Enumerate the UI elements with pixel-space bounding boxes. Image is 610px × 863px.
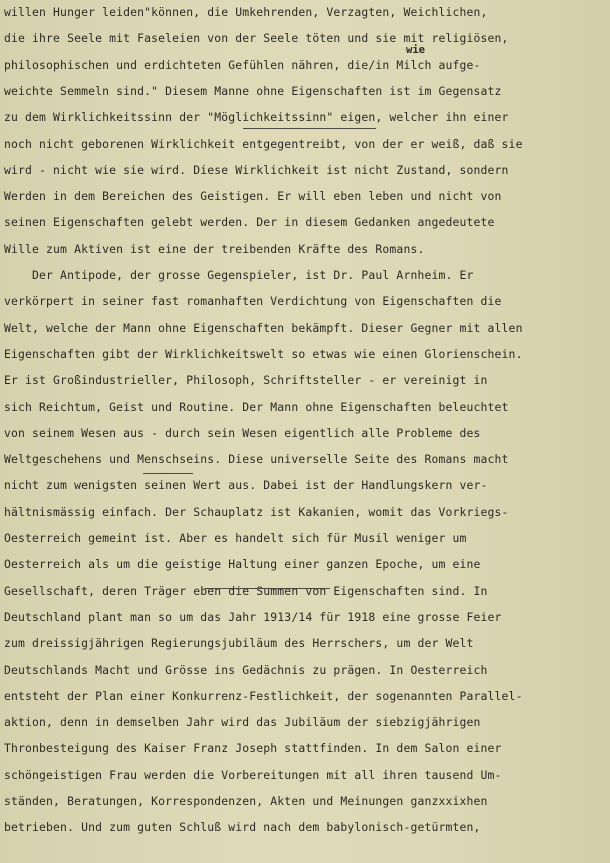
text-line: Deutschlands Macht und Grösse ins Gedächnis zu prägen. In Oesterreich — [4, 662, 488, 677]
text-line: die ihre Seele mit Faseleien von der Seele töten und sie mit religiösen, — [4, 31, 509, 46]
text-line: verkörpert in seiner fast romanhaften Verdichtung von Eigenschaften die — [4, 294, 502, 309]
text-line: zum dreissigjährigen Regierungsjubiläum des Herrschers, um der Welt — [4, 636, 474, 651]
text-line: noch nicht geborenen Wirklichkeit entgegentreibt, von der er weiß, daß sie — [4, 136, 523, 151]
text-line: philosophischen und erdichteten Gefühlen nähren, die/in Milch aufge- — [4, 57, 481, 72]
text-line: willen Hunger leiden"können, die Umkehrenden, Verzagten, Weichlichen, — [4, 5, 488, 19]
text-line: wird - nicht wie sie wird. Diese Wirklichkeit ist nicht Zustand, sondern — [4, 162, 509, 177]
text-line: Er ist Großindustrieller, Philosoph, Schriftsteller - er vereinigt in — [4, 373, 488, 388]
text-line: Weltgeschehens und Menschseins. Diese universelle Seite des Romans macht — [4, 452, 509, 467]
text-line: Werden in dem Bereichen des Geistigen. Er will eben leben und nicht von — [4, 189, 502, 204]
underline-durch — [143, 473, 193, 474]
text-line: sich Reichtum, Geist und Routine. Der Mann ohne Eigenschaften beleuchtet — [4, 399, 509, 414]
text-line: schöngeistigen Frau werden die Vorbereitungen mit all ihren tausend Um- — [4, 767, 502, 782]
text-line: Der Antipode, der grosse Gegenspieler, ist Dr. Paul Arnheim. Er — [4, 268, 474, 282]
text-line: von seinem Wesen aus - durch sein Wesen eigentlich alle Probleme des — [4, 425, 481, 440]
underline-moeglichkeitssinn — [243, 128, 376, 129]
text-line: Thronbesteigung des Kaiser Franz Joseph stattfinden. In dem Salon einer — [4, 741, 502, 756]
text-line: weichte Semmeln sind." Diesem Manne ohne Eigenschaften ist im Gegensatz — [4, 83, 502, 98]
text-line: zu dem Wirklichkeitssinn der "Möglichkeitssinn" eigen, welcher ihn einer — [4, 110, 509, 125]
text-line: Gesellschaft, deren Träger eben die Summen von Eigenschaften sind. In — [4, 583, 488, 598]
text-line: ständen, Beratungen, Korrespondenzen, Akten und Meinungen ganzxxixhen — [4, 794, 488, 808]
handwritten-insertion: wie — [406, 44, 425, 56]
text-line: entsteht der Plan einer Konkurrenz-Festlichkeit, der sogenannten Parallel- — [4, 688, 523, 703]
text-line: Oesterreich als um die geistige Haltung einer ganzen Epoche, um eine — [4, 557, 481, 572]
text-line: hältnismässig einfach. Der Schauplatz ist Kakanien, womit das Vorkriegs- — [4, 504, 509, 519]
text-line: Deutschland plant man so um das Jahr 1913/14 für 1918 eine grosse Feier — [4, 609, 502, 624]
text-line: Oesterreich gemeint ist. Aber es handelt sich für Musil weniger um — [4, 531, 467, 545]
text-line: nicht zum wenigsten seinen Wert aus. Dabei ist der Handlungskern ver- — [4, 478, 488, 493]
text-line: aktion, denn in demselben Jahr wird das Jubiläum der siebzigjährigen — [4, 715, 481, 730]
text-line: seinen Eigenschaften gelebt werden. Der in diesem Gedanken angedeutete — [4, 215, 495, 230]
text-line: Eigenschaften gibt der Wirklichkeitswelt so etwas wie einen Glorienschein. — [4, 346, 523, 361]
underline-geistige-haltung — [205, 588, 330, 589]
text-line: betrieben. Und zum guten Schluß wird nach dem babylonisch-getürmten, — [4, 820, 481, 835]
text-line: Welt, welche der Mann ohne Eigenschaften bekämpft. Dieser Gegner mit allen — [4, 320, 523, 335]
text-line: Wille zum Aktiven ist eine der treibenden Kräfte des Romans. — [4, 241, 425, 256]
